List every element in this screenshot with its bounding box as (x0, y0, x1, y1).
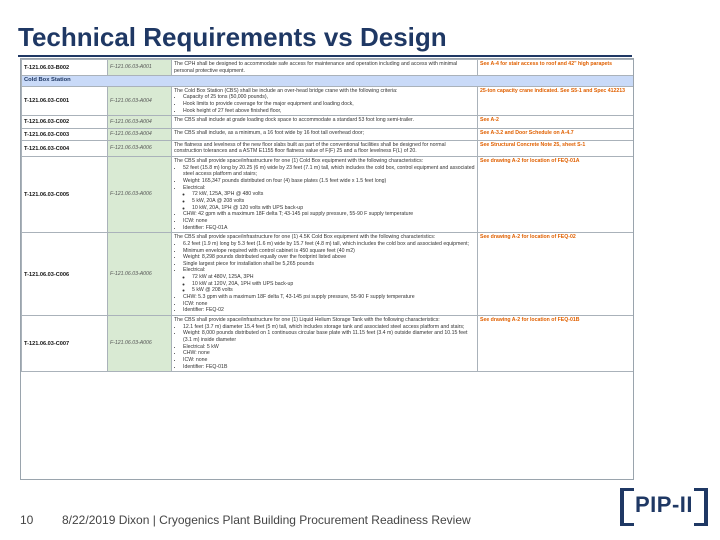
requirement-text-cell (172, 128, 478, 140)
table-row (22, 156, 634, 232)
requirement-bullets (174, 94, 475, 114)
table-row (22, 316, 634, 372)
table-row (22, 233, 634, 316)
bullet-text: Single largest piece for installation shall be 5,265 pounds (183, 260, 314, 267)
bullet-text: CHW: 5.3 gpm with a maximum 18F delta T, 43-145 psi supply pressure, 55-90 F supply temperature (183, 294, 415, 301)
design-note: See drawing A-2 for location of FEQ-02 (478, 233, 634, 316)
sub-list-item: ◦ 10 kW at 120V, 20A, 1PH with UPS back-up (192, 281, 475, 288)
bullet-text: ICW: none (183, 300, 208, 307)
design-note: 25-ton capacity crane indicated. See S5-1 and Spec 412213 (478, 86, 634, 116)
table-row (22, 140, 634, 156)
requirements-table-image (20, 58, 634, 480)
list-item (183, 101, 475, 108)
requirement-text-cell (172, 60, 478, 76)
reference-id: F-121.06.03-A006 (108, 233, 172, 316)
list-item (183, 165, 475, 178)
reference-id: F-121.06.03-A001 (108, 60, 172, 76)
requirement-text: The CPH shall be designed to accommodate safe access for maintenance and operation including and access with minimal personal protective equipment. (174, 61, 458, 74)
footer-text: 8/22/2019 Dixon | Cryogenics Plant Building Procurement Readiness Review (62, 513, 471, 527)
requirement-text: The Cold Box Station (CBS) shall be include an over-head bridge crane with the following criteria: (174, 87, 398, 94)
requirement-id: T-121.06.03-C003 (22, 128, 108, 140)
list-item (183, 225, 475, 232)
requirement-text: The CBS shall include, as a minimum, a 16 foot wide by 16 foot tall overhead door; (174, 129, 365, 136)
table-row (22, 60, 634, 76)
list-item (183, 301, 475, 308)
requirement-text-cell (172, 233, 478, 316)
reference-id: F-121.06.03-A006 (108, 156, 172, 232)
table-row (22, 86, 634, 116)
requirement-text-cell (172, 316, 478, 372)
requirement-text: The CBS shall provide space/infrastructure for one (1) Cold Box equipment with the following characteristics: (174, 157, 424, 164)
bullet-text: 12.1 feet (3.7 m) diameter 15.4 feet (5 m) tall, which includes storage tank and associated steel access platform and stairs; (183, 323, 465, 330)
requirements-table-body (22, 60, 634, 372)
bullet-text: 6.2 feet (1.9 m) long by 5.3 feet (1.6 m) wide by 15.7 feet (4.8 m) tall, which includes the cold box and associated equipment; (183, 240, 470, 247)
reference-id: F-121.06.03-A006 (108, 140, 172, 156)
list-item (183, 267, 475, 294)
requirement-id: T-121.06.03-B002 (22, 60, 108, 76)
requirement-bullets (174, 241, 475, 314)
sub-list-item: ◦ 5 kW, 20A @ 208 volts (192, 198, 475, 205)
bullet-text: ICW: none (183, 217, 208, 224)
list-item (183, 254, 475, 261)
design-note: See A-4 for stair access to roof and 42" high parapets (478, 60, 634, 76)
bullet-text: Hook limits to provide coverage for the major equipment and loading dock, (183, 101, 354, 108)
bullet-text: Identifier: FEQ-01A (183, 224, 228, 231)
bullet-text: Identifier: FEQ-01B (183, 363, 228, 370)
list-item (183, 324, 475, 331)
requirement-id: T-121.06.03-C006 (22, 233, 108, 316)
requirement-id: T-121.06.03-C001 (22, 86, 108, 116)
requirement-text: The CBS shall provide space/infrastructure for one (1) 4.5K Cold Box equipment with the following characteristics: (174, 234, 436, 241)
requirement-text-cell (172, 156, 478, 232)
reference-id: F-121.06.03-A004 (108, 86, 172, 116)
bullet-text: Weight: 8,000 pounds distributed on 1 continuous circular base plate with 11.15 feet (3.4 m) outside diameter and 10.15 feet (3.1 m) inside diameter (183, 330, 468, 344)
requirement-text-cell (172, 140, 478, 156)
section-row (22, 76, 634, 86)
requirement-text: The flatness and levelness of the new floor slabs built as part of the conventional facilities shall be designed for normal construction tolerances and a ASTM E1155 floor flatness value of F(F) 25 and a floor levelness F(L) of 20. (174, 141, 446, 155)
list-item (183, 185, 475, 212)
design-note: See A-2 (478, 116, 634, 128)
list-item (183, 261, 475, 268)
sub-list-item: ◦ 72 kW, 125A, 3PH @ 480 volts (192, 191, 475, 198)
sub-bullets (183, 191, 475, 211)
bullet-text: CHW: 42 gpm with a maximum 18F delta T; 43-145 psi supply pressure, 55-90 F supply temperature (183, 211, 414, 218)
list-item (183, 330, 475, 343)
sub-list-item: ◦ 72 kW at 480V, 125A, 3PH (192, 274, 475, 281)
bullet-text: 52 feet (15.8 m) long by 20.25 (6 m) wide by 23 feet (7.1 m) tall, which includes the cold box, control equipment and associated steel access platform and stairs; (183, 164, 475, 178)
list-item (183, 294, 475, 301)
bullet-text: Weight: 8,298 pounds distributed equally over the footprint listed above (183, 254, 347, 261)
list-item (183, 357, 475, 364)
reference-id: F-121.06.03-A004 (108, 116, 172, 128)
list-item (183, 350, 475, 357)
page-number: 10 (20, 513, 34, 527)
requirement-text-cell (172, 116, 478, 128)
requirement-text-cell (172, 86, 478, 116)
bullet-text: Electrical: (183, 184, 206, 191)
design-note: See Structural Concrete Note 25, sheet S-1 (478, 140, 634, 156)
list-item (183, 241, 475, 248)
bullet-text: Electrical: (183, 267, 206, 274)
list-item (183, 108, 475, 115)
title-underline (18, 55, 632, 57)
list-item (183, 218, 475, 225)
requirements-table (21, 59, 634, 372)
requirement-id: T-121.06.03-C004 (22, 140, 108, 156)
requirement-bullets (174, 324, 475, 371)
list-item (183, 344, 475, 351)
list-item (183, 307, 475, 314)
table-row (22, 116, 634, 128)
bullet-text: Hook height of 27 feet above finished floor, (183, 107, 282, 114)
bullet-text: Weight: 165,347 pounds distributed on four (4) base plates (1.5 feet wide x 1.5 feet long) (183, 177, 387, 184)
logo-text: PIP-II (634, 492, 693, 517)
requirement-bullets (174, 165, 475, 232)
table-row (22, 128, 634, 140)
reference-id: F-121.06.03-A006 (108, 316, 172, 372)
list-item (183, 364, 475, 371)
list-item (183, 248, 475, 255)
section-title: Cold Box Station (22, 76, 634, 86)
pip-ii-logo (618, 482, 710, 532)
design-note: See A-3.2 and Door Schedule on A-4.7 (478, 128, 634, 140)
list-item (183, 94, 475, 101)
requirement-id: T-121.06.03-C005 (22, 156, 108, 232)
requirement-text: The CBS shall provide space/infrastructure for one (1) Liquid Helium Storage Tank with the following characteristics: (174, 317, 440, 324)
sub-list-item: ◦ 5 kW @ 208 volts (192, 287, 475, 294)
slide-title: Technical Requirements vs Design (18, 22, 447, 52)
bullet-text: Capacity of 25 tons (50,000 pounds), (183, 94, 269, 101)
design-note: See drawing A-2 for location of FEQ-01A (478, 156, 634, 232)
sub-list-item: ◦ 10 kW, 20A, 1PH @ 120 volts with UPS back-up (192, 205, 475, 212)
bullet-text: CHW: none (183, 350, 210, 357)
list-item (183, 178, 475, 185)
requirement-text: The CBS shall include at grade loading dock space to accommodate a standard 53 foot long semi-trailer. (174, 117, 414, 124)
requirement-id: T-121.06.03-C002 (22, 116, 108, 128)
reference-id: F-121.06.03-A004 (108, 128, 172, 140)
design-note: See drawing A-2 for location of FEQ-01B (478, 316, 634, 372)
list-item (183, 211, 475, 218)
bullet-text: ICW: none (183, 357, 208, 363)
bullet-text: Identifier: FEQ-02 (183, 307, 224, 314)
bullet-text: Minimum envelope required with control cabinet is 450 square feet (40 m2) (183, 247, 355, 254)
sub-bullets (183, 274, 475, 294)
requirement-id: T-121.06.03-C007 (22, 316, 108, 372)
bullet-text: Electrical: 5 kW (183, 343, 219, 350)
